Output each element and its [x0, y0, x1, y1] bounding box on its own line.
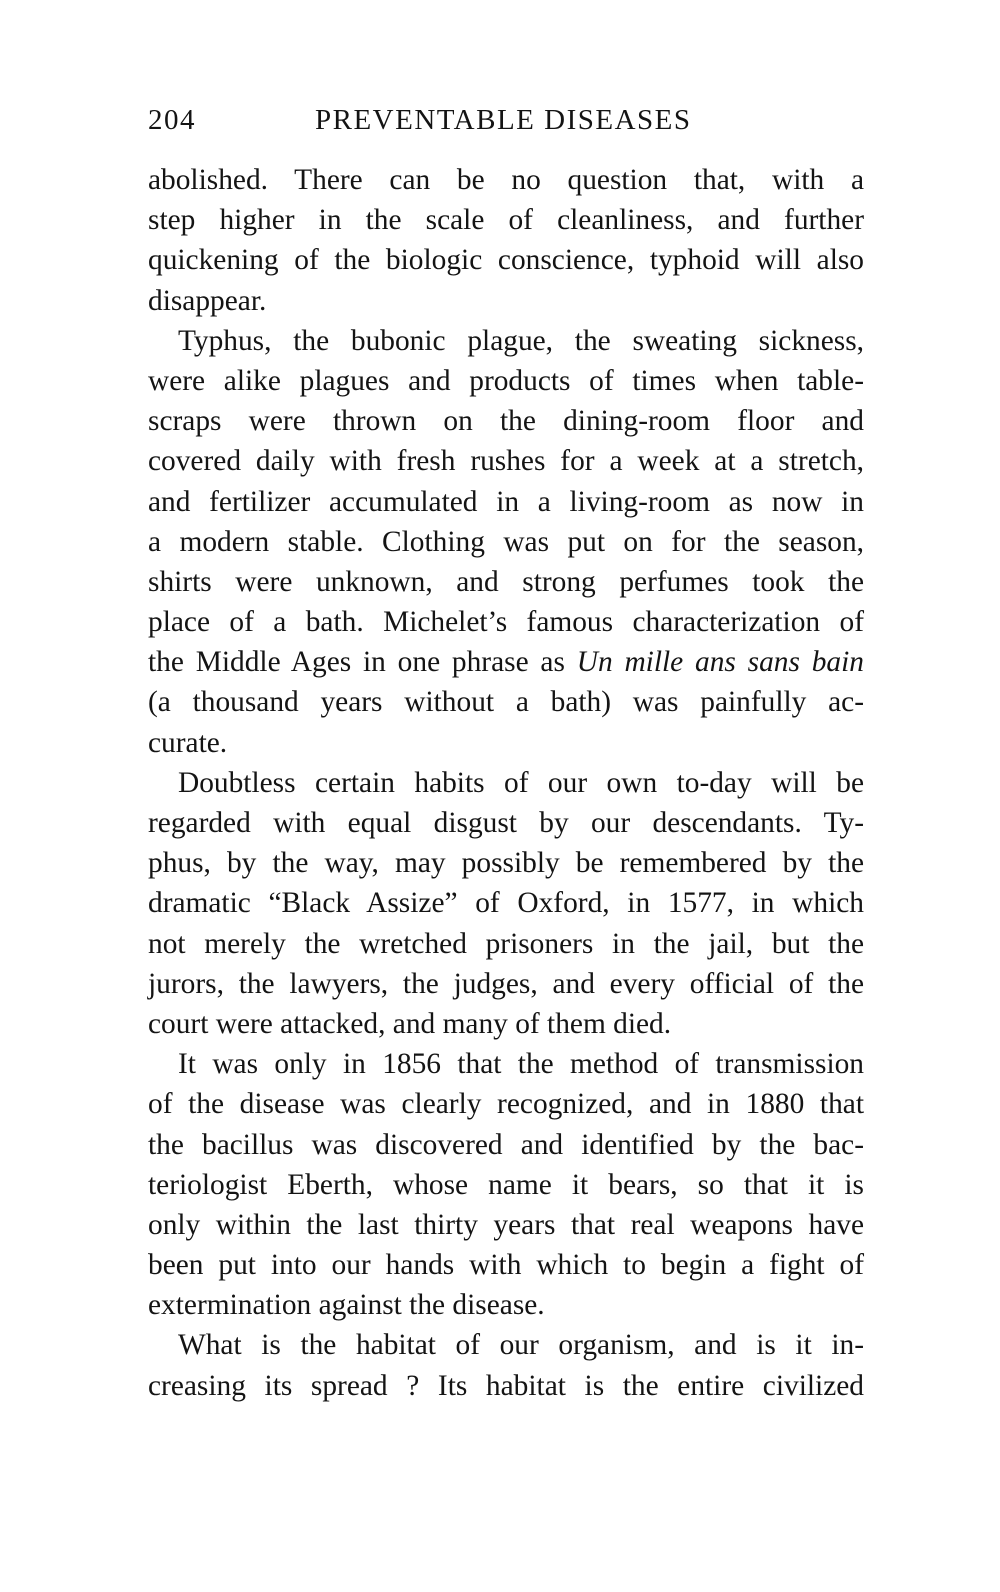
text-line: regarded with equal disgust by our descendants. Ty- [148, 807, 864, 839]
text-line: the bacillus was discovered and identified by the bac- [148, 1128, 864, 1161]
text-line: quickening of the biologic conscience, typhoid will also [148, 244, 864, 277]
text-line: What is the habitat of our organism, and is it in- [178, 1329, 864, 1362]
text-line: court were attacked, and many of them died. [148, 1007, 672, 1040]
text-line: abolished. There can be no question that, with a [148, 164, 864, 196]
text-line: only within the last thirty years that real weapons have [148, 1208, 864, 1241]
text-line: phus, by the way, may possibly be remembered by the [148, 847, 864, 880]
text-line: (a thousand years without a bath) was painfully ac- [148, 686, 864, 719]
paragraph [148, 160, 864, 321]
text-line: jurors, the lawyers, the judges, and every official of the [148, 967, 864, 1000]
paragraph [148, 1044, 864, 1325]
text-line: and fertilizer accumulated in a living-room as now in [148, 485, 864, 518]
text-line: step higher in the scale of cleanliness, and further [148, 204, 864, 237]
text-line: Doubtless certain habits of our own to-day will be [178, 766, 864, 799]
text-line: teriologist Eberth, whose name it bears, so that it is [148, 1168, 864, 1201]
text-line: curate. [148, 726, 228, 759]
text-line: creasing its spread ? Its habitat is the entire civilized [148, 1369, 864, 1402]
text-line: covered daily with fresh rushes for a week at a stretch, [148, 445, 864, 478]
italic-phrase: Un mille ans sans bain [576, 646, 864, 679]
text-line: shirts were unknown, and strong perfumes took the [148, 565, 864, 598]
text-line: extermination against the disease. [148, 1289, 545, 1322]
text-line: of the disease was clearly recognized, and in 1880 that [148, 1088, 864, 1121]
text-line-with-italic [148, 642, 864, 682]
text-line: It was only in 1856 that the method of transmission [178, 1048, 864, 1081]
text-line: were alike plagues and products of times when table- [148, 364, 864, 397]
paragraph [148, 1325, 864, 1405]
text-run: the Middle Ages in one phrase as [148, 646, 577, 679]
text-line: place of a bath. Michelet’s famous characterization of [148, 606, 864, 639]
page-number: 204 [148, 104, 196, 136]
body-text [148, 160, 864, 1406]
paragraph [148, 763, 864, 1044]
text-line: scraps were thrown on the dining-room floor and [148, 405, 864, 438]
paragraph [148, 321, 864, 763]
text-line: been put into our hands with which to begin a fight of [148, 1249, 864, 1282]
text-line: Typhus, the bubonic plague, the sweating sickness, [178, 324, 864, 357]
text-line: disappear. [148, 284, 267, 317]
text-line: dramatic “Black Assize” of Oxford, in 1577, in which [148, 887, 864, 920]
book-page [148, 104, 864, 1406]
text-line: not merely the wretched prisoners in the jail, but the [148, 927, 864, 960]
text-line: a modern stable. Clothing was put on for the season, [148, 525, 864, 558]
running-title: PREVENTABLE DISEASES [315, 104, 692, 136]
running-head [148, 104, 864, 144]
